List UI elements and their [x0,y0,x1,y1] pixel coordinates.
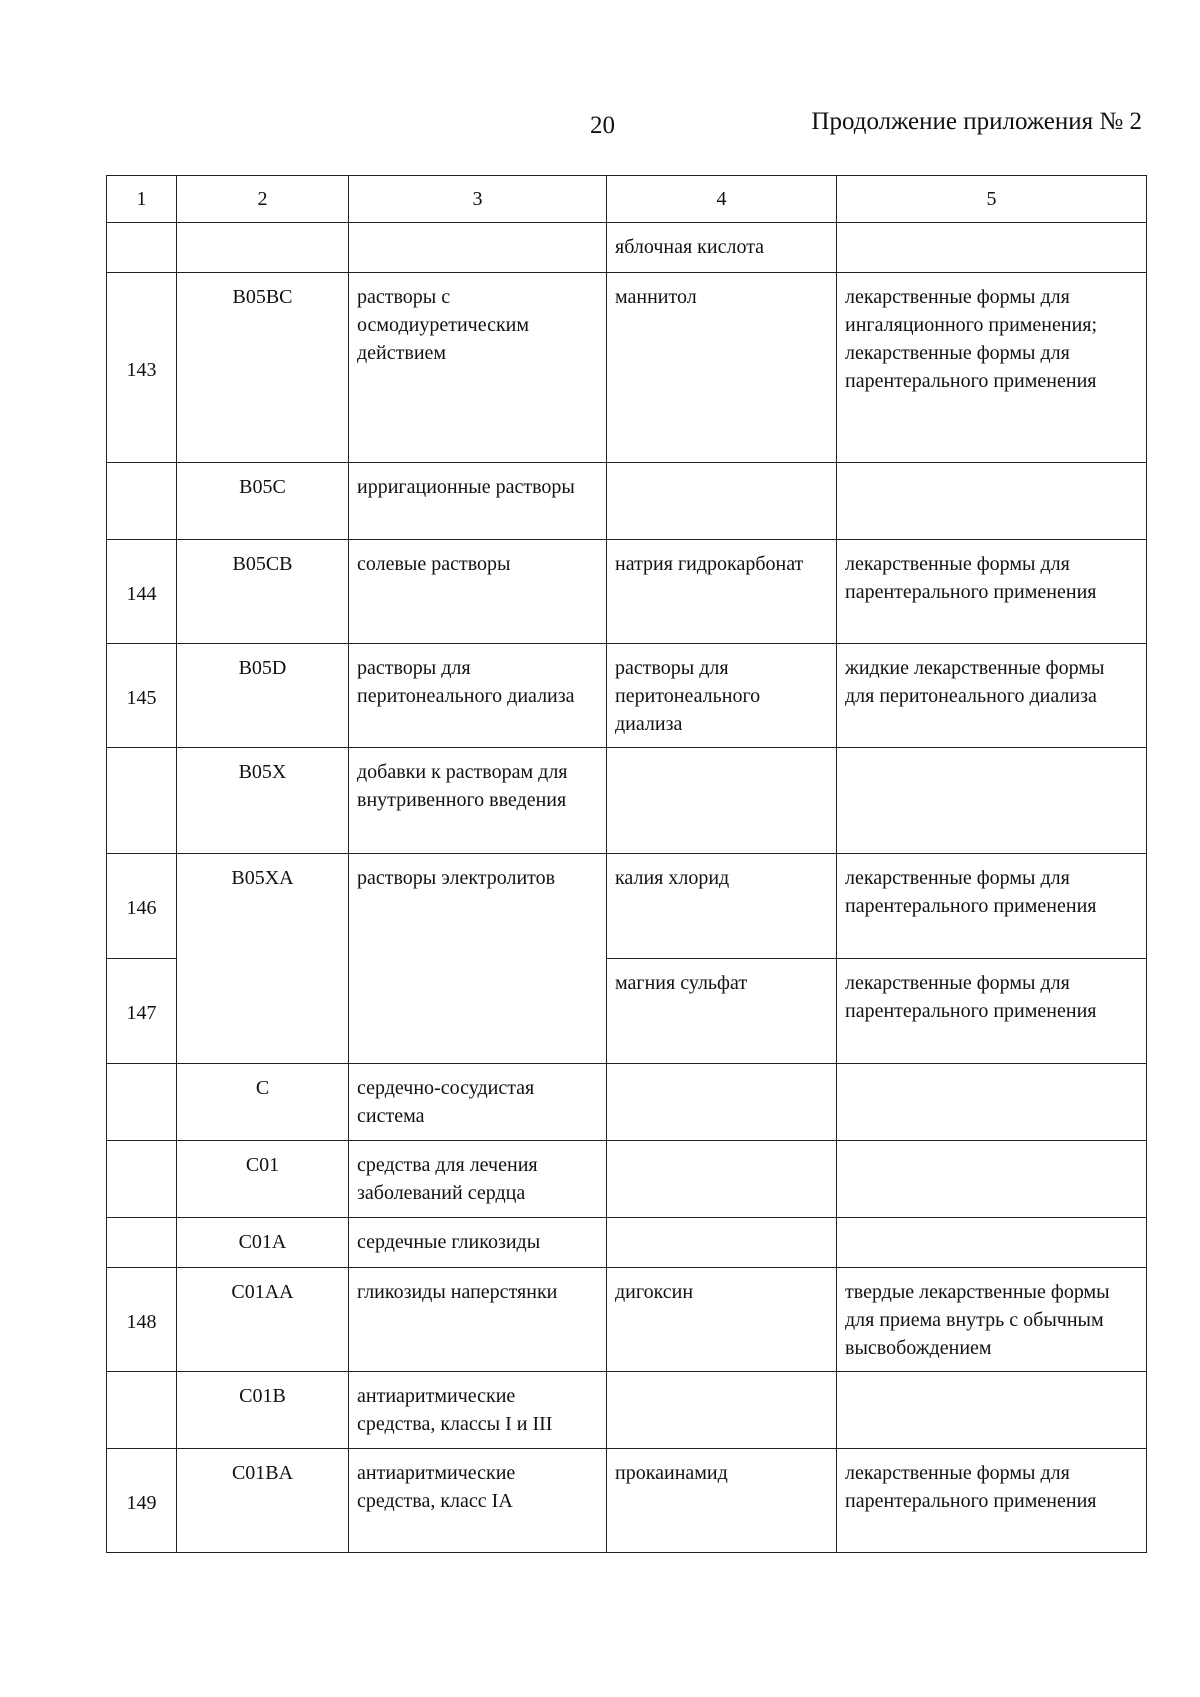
forms-cell [837,463,1147,540]
table-row [107,223,1147,273]
column-header: 4 [607,176,837,223]
atc-code-cell: C01A [177,1218,349,1268]
row-number-cell [107,748,177,854]
column-header: 5 [837,176,1147,223]
forms-cell: лекарственные формы для парентерального применения [837,540,1147,644]
atc-code-cell: C01AA [177,1268,349,1372]
forms-cell: лекарственные формы для парентерального применения [837,959,1147,1064]
row-number-cell: 146 [107,854,177,959]
drug-cell: дигоксин [607,1268,837,1372]
atc-code-cell: B05X [177,748,349,854]
row-number-cell [107,223,177,273]
group-cell: солевые растворы [349,540,607,644]
row-number-cell [107,1064,177,1141]
forms-cell [837,223,1147,273]
atc-code-cell: C01BA [177,1449,349,1553]
forms-cell [837,1064,1147,1141]
table-row [107,748,1147,854]
column-header-row [107,176,1147,223]
row-number-cell [107,1218,177,1268]
group-cell: сердечные гликозиды [349,1218,607,1268]
row-number-cell: 145 [107,644,177,748]
column-header: 3 [349,176,607,223]
forms-cell: лекарственные формы для парентерального применения [837,1449,1147,1553]
atc-code-cell: B05CB [177,540,349,644]
row-number-cell: 144 [107,540,177,644]
table-row [107,1449,1147,1553]
group-cell: растворы с осмодиуретическим действием [349,273,607,463]
forms-cell: твердые лекарственные формы для приема внутрь с обычным высвобождением [837,1268,1147,1372]
table-row [107,273,1147,463]
group-cell: растворы для перитонеального диализа [349,644,607,748]
drug-cell: растворы для перитонеального диализа [607,644,837,748]
column-header: 1 [107,176,177,223]
drug-cell [607,1141,837,1218]
table-row [107,463,1147,540]
atc-code-cell: B05D [177,644,349,748]
page-number: 20 [590,112,615,139]
table-row [107,644,1147,748]
group-cell: ирригационные растворы [349,463,607,540]
drug-cell: яблочная кислота [607,223,837,273]
table-row [107,1372,1147,1449]
forms-cell: жидкие лекарственные формы для перитонеального диализа [837,644,1147,748]
group-cell [349,223,607,273]
row-number-cell [107,463,177,540]
column-header: 2 [177,176,349,223]
atc-code-cell: C01 [177,1141,349,1218]
row-number-cell: 149 [107,1449,177,1553]
group-cell: добавки к растворам для внутривенного введения [349,748,607,854]
drug-cell [607,748,837,854]
drug-cell: натрия гидрокарбонат [607,540,837,644]
row-number-cell [107,1372,177,1449]
table-row [107,854,1147,959]
forms-cell: лекарственные формы для парентерального применения [837,854,1147,959]
atc-code-cell: B05BC [177,273,349,463]
forms-cell [837,1372,1147,1449]
table-row [107,1141,1147,1218]
row-number-cell: 143 [107,273,177,463]
group-cell: сердечно-сосудистая система [349,1064,607,1141]
drug-cell [607,463,837,540]
table-row [107,1268,1147,1372]
drug-cell: прокаинамид [607,1449,837,1553]
drug-cell: магния сульфат [607,959,837,1064]
atc-code-cell: B05XA [177,854,349,1064]
forms-cell [837,1218,1147,1268]
atc-code-cell: C [177,1064,349,1141]
table-row [107,1218,1147,1268]
forms-cell: лекарственные формы для ингаляционного применения; лекарственные формы для парентерального применения [837,273,1147,463]
row-number-cell [107,1141,177,1218]
drug-cell [607,1064,837,1141]
group-cell: антиаритмические средства, класс IA [349,1449,607,1553]
drug-cell: калия хлорид [607,854,837,959]
group-cell: растворы электролитов [349,854,607,1064]
group-cell: антиаритмические средства, классы I и III [349,1372,607,1449]
group-cell: средства для лечения заболеваний сердца [349,1141,607,1218]
drug-cell: маннитол [607,273,837,463]
table-row [107,1064,1147,1141]
forms-cell [837,1141,1147,1218]
drug-cell [607,1372,837,1449]
drug-cell [607,1218,837,1268]
page-heading: Продолжение приложения № 2 [811,108,1142,135]
row-number-cell: 148 [107,1268,177,1372]
forms-cell [837,748,1147,854]
atc-code-cell [177,223,349,273]
group-cell: гликозиды наперстянки [349,1268,607,1372]
medication-table [106,175,1147,1553]
atc-code-cell: B05C [177,463,349,540]
table-row [107,540,1147,644]
row-number-cell: 147 [107,959,177,1064]
atc-code-cell: C01B [177,1372,349,1449]
